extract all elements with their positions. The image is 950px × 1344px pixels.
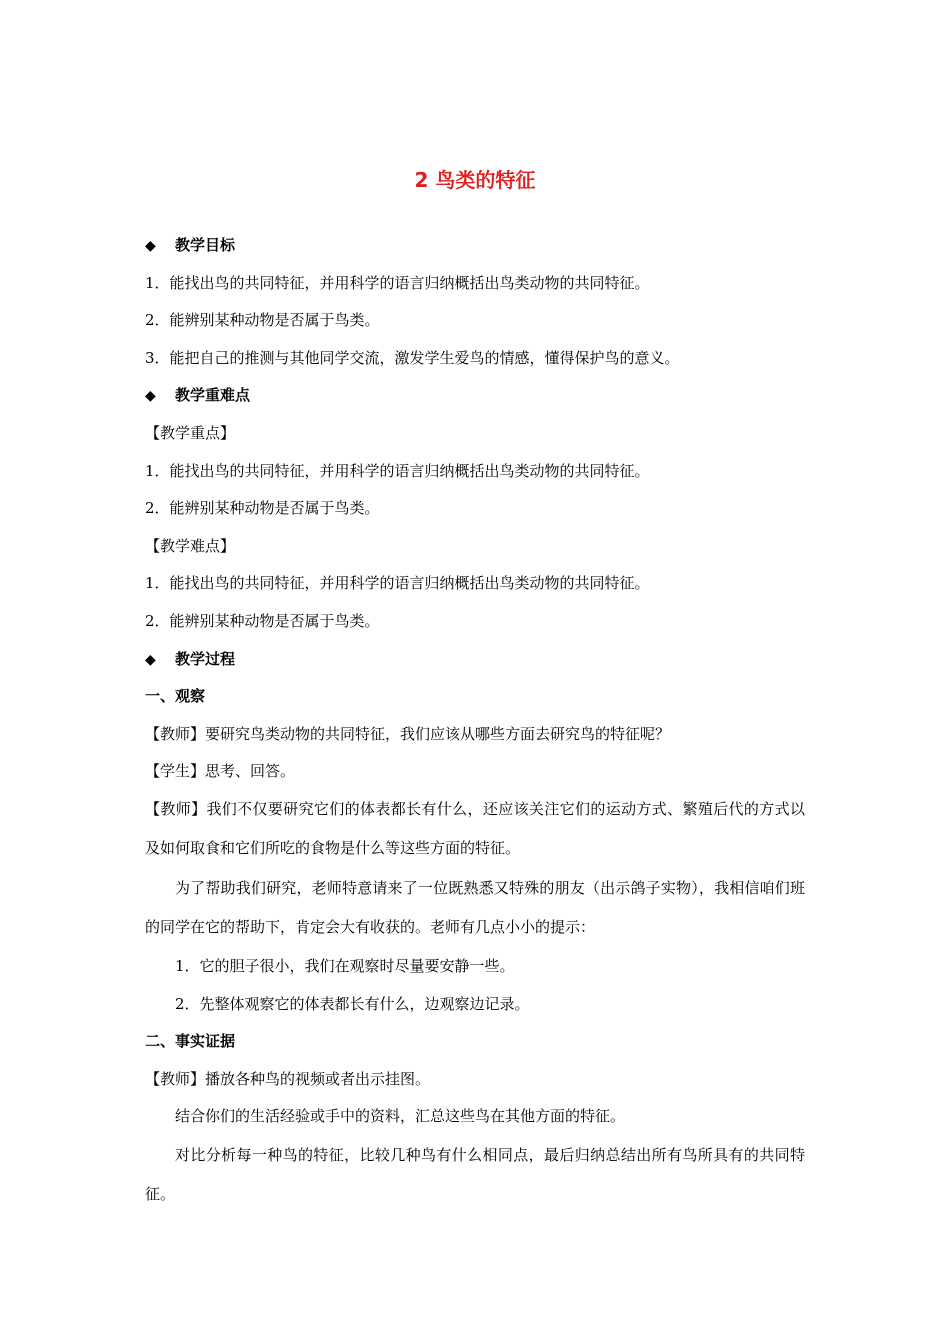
key-points-label: 【教学重点】 xyxy=(145,423,236,442)
key-point-item: 2．能辨别某种动物是否属于鸟类。 xyxy=(145,499,380,518)
role-tag: 【学生】 xyxy=(145,762,206,781)
teacher-paragraph: 【教师】播放各种鸟的视频或者出示挂图。 xyxy=(145,1069,431,1088)
difficult-point-item: 1．能找出鸟的共同特征，并用科学的语言归纳概括出鸟类动物的共同特征。 xyxy=(145,574,650,593)
tip-item: 1．它的胆子很小，我们在观察时尽量要安静一些。 xyxy=(175,956,515,975)
teacher-paragraph: 【教师】我们不仅要研究它们的体表都长有什么，还应该关注它们的运动方式、繁殖后代的方式以及如何取食和它们所吃的食物是什么等这些方面的特征。 xyxy=(145,799,805,858)
difficult-point-item: 2．能辨别某种动物是否属于鸟类。 xyxy=(145,611,380,630)
goal-item: 3．能把自己的推测与其他同学交流，激发学生爱鸟的情感，懂得保护鸟的意义。 xyxy=(145,348,680,367)
student-answer: 【学生】思考、回答。 xyxy=(145,762,296,781)
difficult-points-label: 【教学难点】 xyxy=(145,536,236,555)
document-body xyxy=(145,227,805,1215)
tip-item: 2．先整体观察它的体表都长有什么，边观察边记录。 xyxy=(175,994,530,1013)
goal-item: 2．能辨别某种动物是否属于鸟类。 xyxy=(145,311,380,330)
subsection-heading-evidence: 二、事实证据 xyxy=(145,1032,236,1051)
section-heading-goals: ◆ 教学目标 xyxy=(145,227,805,265)
key-point-item: 1．能找出鸟的共同特征，并用科学的语言归纳概括出鸟类动物的共同特征。 xyxy=(145,461,650,480)
body-paragraph: 结合你们的生活经验或手中的资料，汇总这些鸟在其他方面的特征。 xyxy=(175,1107,626,1126)
diamond-bullet-icon: ◆ xyxy=(145,238,156,254)
role-tag: 【教师】 xyxy=(145,799,207,818)
subsection-heading-observe: 一、观察 xyxy=(145,687,206,706)
goal-item: 1．能找出鸟的共同特征，并用科学的语言归纳概括出鸟类动物的共同特征。 xyxy=(145,273,650,292)
role-tag: 【教师】 xyxy=(145,1069,206,1088)
body-paragraph: 为了帮助我们研究，老师特意请来了一位既熟悉又特殊的朋友（出示鸽子实物），我相信咱们班的同学在它的帮助下，肯定会大有收获的。老师有几点小小的提示： xyxy=(145,878,805,937)
teacher-question: 【教师】要研究鸟类动物的共同特征，我们应该从哪些方面去研究鸟的特征呢？ xyxy=(145,724,671,743)
section-heading-key-difficult: ◆ 教学重难点 xyxy=(145,377,805,415)
section-heading-process: ◆ 教学过程 xyxy=(145,641,805,679)
body-paragraph: 对比分析每一种鸟的特征，比较几种鸟有什么相同点，最后归纳总结出所有鸟所具有的共同特征。 xyxy=(145,1145,805,1204)
role-tag: 【教师】 xyxy=(145,724,206,743)
diamond-bullet-icon: ◆ xyxy=(145,388,156,405)
page-title: 2 鸟类的特征 xyxy=(414,168,536,192)
diamond-bullet-icon: ◆ xyxy=(145,651,156,668)
